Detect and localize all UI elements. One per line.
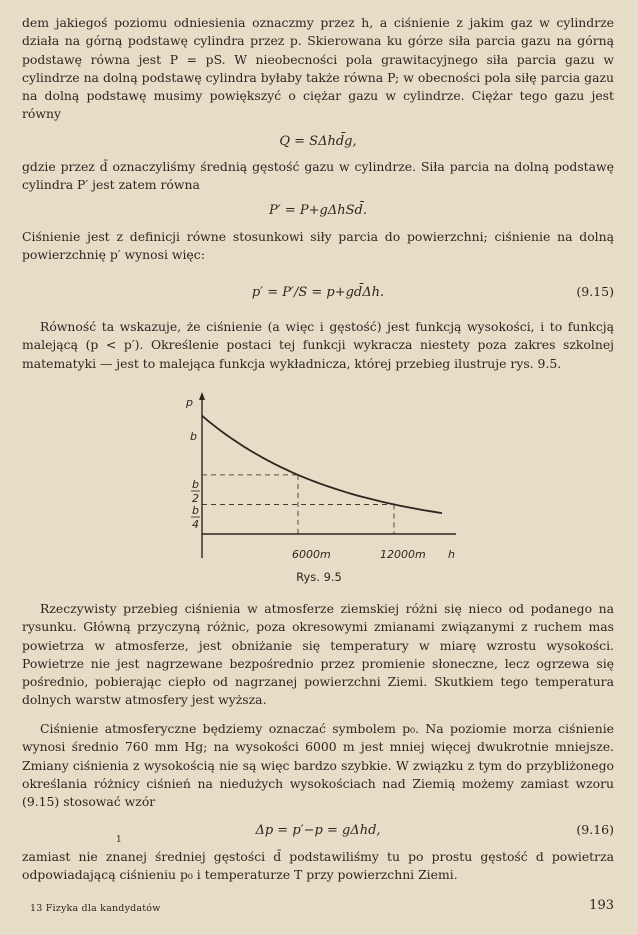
page-number: 193 xyxy=(589,898,614,913)
figure-axes xyxy=(199,392,456,558)
footnote-mark: 1 xyxy=(116,835,122,845)
paragraph-6: Ciśnienie atmosferyczne będziemy oznaczać symbolem p₀. Na poziomie morza ciśnienie wynosi średnio 760 mm Hg; na wysokości 6000 m jest mniej więcej dwukrotnie mniejsze. Zmiany ciśnienia z wysokością nie są więc bardzo szybkie. W związku z tym do przybliżonego określania różnicy ciśnień na niedużych wysokościach nad Ziemią możemy zamiast wzoru (9.15) stosować wzór xyxy=(22,721,614,810)
paragraph-3: Ciśnienie jest z definicji równe stosunkowi siły parcia do powierzchni; ciśnienie na dolną powierzchnię p′ wynosi więc: xyxy=(22,229,614,263)
pressure-height-figure xyxy=(180,388,460,568)
y-tick-b4-num: b xyxy=(192,504,199,517)
equation-number-9-15: (9.15) xyxy=(576,284,614,299)
equation-number-9-16: (9.16) xyxy=(576,822,614,837)
equation-pressure xyxy=(22,284,614,302)
pressure-decay-curve xyxy=(202,416,442,513)
paragraph-1: dem jakiegoś poziomu odniesienia oznaczmy przez h, a ciśnienie z jakim gaz w cylindrze działa na górną podstawę cylindra przez p. Skierowana ku górze siła parcia gazu na górną podstawę równa jest P = pS. W nieobecności pola grawitacyjnego siła parcia gazu w cylindrze na dolną podstawę cylindra byłaby także równa P; w obecności pola siłę parcia gazu na dolną podstawę musimy powiększyć o ciężar gazu w cylindrze. Ciężar tego gazu jest równy xyxy=(22,15,614,122)
y-axis-label: p xyxy=(186,396,193,409)
equation-delta-p: Δp = p′−p = gΔhd, xyxy=(255,823,381,838)
x-axis-label: h xyxy=(448,548,455,561)
paragraph-5: Rzeczywisty przebieg ciśnienia w atmosferze ziemskiej różni się nieco od podanego na rysunku. Główną przyczyną różnic, poza okresowymi zmianami związanymi z ruchem mas powietrza w atmosferze, jest obniżanie się temperatury w miarę wzrostu wysokości. Powietrze nie jest nagrzewane bezpośrednio przez promienie słoneczne, lecz ogrzewa się pośrednio, pobierając ciepło od nagrzanej powierzchni Ziemi. Skutkiem tego temperatura dolnych warstw atmosfery jest wyższa. xyxy=(22,601,614,708)
y-tick-b: b xyxy=(190,430,197,443)
equation-pressure-body: p′ = P′/S = p+gd̄Δh. xyxy=(251,285,385,300)
footer-book-title: 13 Fizyka dla kandydatów xyxy=(30,903,161,914)
equation-force: P′ = P+gΔhSd̄. xyxy=(269,203,367,218)
x-tick-12000: 12000m xyxy=(380,548,426,561)
y-tick-b4-den: 4 xyxy=(192,518,199,531)
y-tick-b2-num: b xyxy=(192,478,199,491)
equation-weight: Q = SΔhd̄g, xyxy=(279,134,357,149)
paragraph-7: zamiast nie znanej średniej gęstości d̄ podstawiliśmy tu po prostu gęstość d powietrza odpowiadającą ciśnieniu p₀ i temperaturze T przy powierzchni Ziemi. xyxy=(22,849,614,883)
y-tick-b2-den: 2 xyxy=(192,492,199,505)
x-tick-6000: 6000m xyxy=(292,548,331,561)
y-axis-arrow xyxy=(199,392,205,400)
paragraph-2: gdzie przez d̄ oznaczyliśmy średnią gęstość gazu w cylindrze. Siła parcia na dolną podstawę cylindra P′ jest zatem równa xyxy=(22,159,614,193)
figure-caption: Rys. 9.5 xyxy=(296,570,342,584)
paragraph-4: Równość ta wskazuje, że ciśnienie (a więc i gęstość) jest funkcją wysokości, i to funkcją malejącą (p < p′). Określenie postaci tej funkcji wykracza niestety poza zakres szkolnej matematyki — jest to malejąca funkcja wykładnicza, której przebieg ilustruje rys. 9.5. xyxy=(22,319,614,371)
